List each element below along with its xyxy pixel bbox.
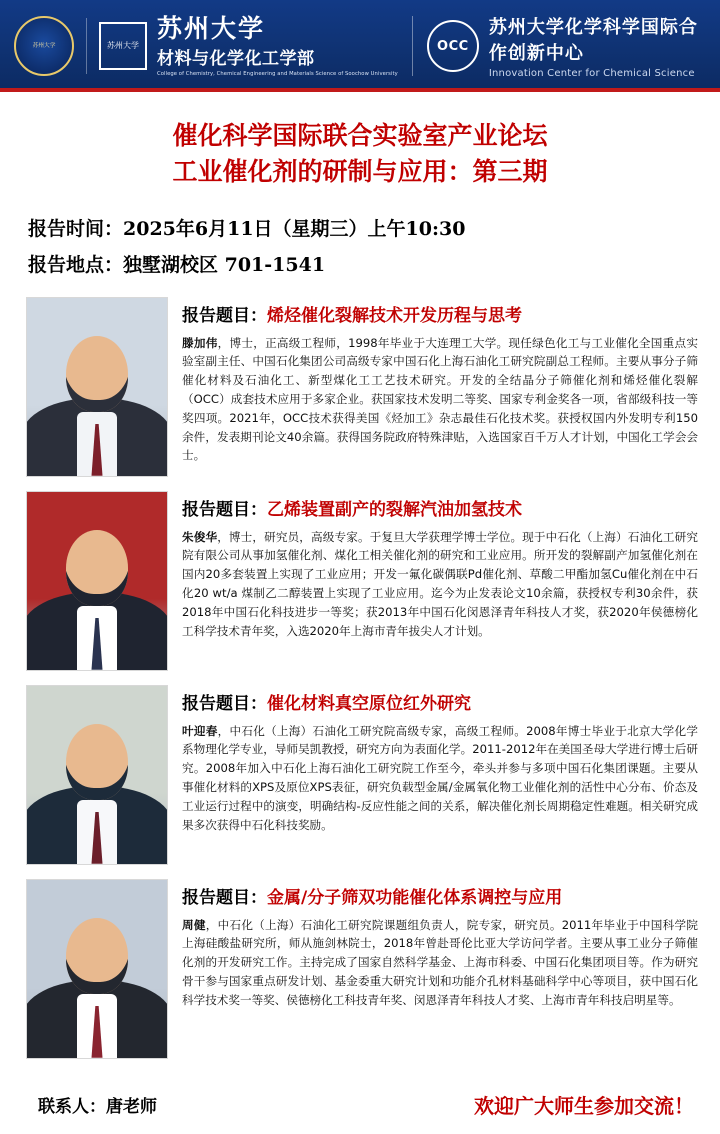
speaker-name: 滕加伟 <box>182 335 218 350</box>
topic-label: 报告题目： <box>182 499 267 520</box>
speaker-entry <box>26 297 698 477</box>
event-info <box>28 211 720 283</box>
contact-person: 联系人：唐老师 <box>38 1096 157 1117</box>
poster-title <box>0 118 720 191</box>
topic-text: 乙烯装置副产的裂解汽油加氢技术 <box>267 499 522 520</box>
speaker-bio-text: ，中石化（上海）石油化工研究院高级专家，高级工程师。2008年博士毕业于北京大学化学系物理化学专业，导师吴凯教授，研究方向为表面化学。2011-2012年在美国圣母大学进行博士后研究。2008年加入中石化上海石油化工研究院工作至今，牵头并参与多项中国石化集团课题。主要从事催化材料的XPS及原位XPS表征，研究负载型金属/金属氧化物工业催化剂的活性中心分布、价态及工业运行过程中的演变，明确结构-反应性能之间的关系，解决催化剂长周期稳定性难题。相关研究成果多次获得中石化科技奖励。 <box>182 723 698 832</box>
speaker-name: 周健 <box>182 917 206 932</box>
speaker-photo <box>26 879 168 1059</box>
speaker-bio <box>182 722 698 835</box>
topic-label: 报告题目： <box>182 887 267 908</box>
speaker-photo <box>26 685 168 865</box>
event-time: 报告时间：2025年6月11日（星期三）上午10:30 <box>28 217 466 240</box>
topic-text: 金属/分子筛双功能催化体系调控与应用 <box>267 887 563 908</box>
header-divider <box>86 18 87 74</box>
speaker-entry <box>26 879 698 1059</box>
topic-label: 报告题目： <box>182 693 267 714</box>
occ-name-en: Innovation Center for Chemical Science <box>488 68 695 79</box>
speaker-topic-heading <box>182 883 698 908</box>
speaker-entry <box>26 685 698 865</box>
header-divider-2 <box>412 16 413 76</box>
poster-title-line-2: 工业催化剂的研制与应用：第三期 <box>172 157 548 187</box>
university-seal-text: 苏州大学 <box>32 42 56 49</box>
speaker-photo <box>26 491 168 671</box>
poster-title-line-1: 催化科学国际联合实验室产业论坛 <box>172 121 548 150</box>
page-header-banner <box>0 0 720 92</box>
department-name-en: College of Chemistry, Chemical Engineering and Materials Science of Soochow University <box>157 71 398 78</box>
poster-footer <box>0 1080 720 1134</box>
speaker-bio <box>182 916 698 1010</box>
university-logo-mark-text: 苏州大学 <box>107 40 139 50</box>
speaker-photo <box>26 297 168 477</box>
speaker-bio-text: ，中石化（上海）石油化工研究院课题组负责人，院专家，研究员。2011年毕业于中国科学院上海硅酸盐研究所，师从施剑林院士，2018年曾赴哥伦比亚大学访问学者。主要从事工业分子筛催化剂的开发研究工作。主持完成了国家自然科学基金、上海市科委、中国石化集团项目等。作为研究骨干参与国家重点研发计划、基金委重大研究计划和功能介孔材料基础科学中心等项目，获中国石化科学技术奖一等奖、侯德榜化工科技青年奖、闵恩泽青年科技人才奖、上海市青年科技启明星等。 <box>182 917 698 1007</box>
university-title-block <box>157 15 398 78</box>
speaker-name: 朱俊华 <box>182 529 218 544</box>
speaker-name: 叶迎春 <box>182 723 218 738</box>
speaker-topic-heading <box>182 495 698 520</box>
speaker-bio <box>182 334 698 465</box>
topic-text: 催化材料真空原位红外研究 <box>267 693 471 714</box>
speaker-bio-text: ，博士，正高级工程师，1998年毕业于大连理工大学。现任绿色化工与工业催化全国重点实验室副主任、中国石化集团公司高级专家中国石化上海石油化工研究院副总工程师。主要从事分子筛催化材料及石油化工、新型煤化工工艺技术研究。开发的全结晶分子筛催化剂和烯烃催化裂解（OCC）成套技术应用于多家企业。获国家技术发明二等奖、国家专利金奖各一项，省部级科技一等奖四项。2021年，OCC技术获得美国《烃加工》杂志最佳石化技术奖。获授权国内外发明专利150余件，发表期刊论文40余篇。获得国务院政府特殊津贴，入选国家百千万人才计划，中国化工学会会士。 <box>182 335 698 463</box>
speaker-entry <box>26 491 698 671</box>
university-seal-icon <box>14 16 74 76</box>
occ-title-block <box>489 13 706 79</box>
topic-label: 报告题目： <box>182 305 267 326</box>
speaker-bio <box>182 528 698 641</box>
speaker-topic-heading <box>182 689 698 714</box>
university-name: 苏州大学 <box>157 13 266 43</box>
occ-name-cn: 苏州大学化学科学国际合作创新中心 <box>488 17 698 64</box>
occ-logo-text: OCC <box>437 38 469 54</box>
speaker-topic-heading <box>182 301 698 326</box>
event-place: 报告地点：独墅湖校区 701-1541 <box>28 253 326 276</box>
topic-text: 烯烃催化裂解技术开发历程与思考 <box>267 305 522 326</box>
speaker-bio-text: ，博士，研究员，高级专家。于复旦大学获理学博士学位。现于中石化（上海）石油化工研究院有限公司从事加氢催化剂、煤化工相关催化剂的研究和工业应用。所开发的裂解副产加氢催化剂在国内20多套装置上实现了工业应用；开发一氟化碳偶联Pd催化剂、草酸二甲酯加氢Cu催化剂在中石化20 wt/a 煤制乙二醇装置上实现了工业应用。迄今为止发表论文10余篇，获授权专利30余件，获2018年中国石化科技进步一等奖；获2013年中国石化闵恩泽青年科技人才奖，获2020年侯德榜化工科学技术青年奖，入选2020年上海市青年拔尖人才计划。 <box>182 529 698 638</box>
university-logo-mark-icon <box>99 22 147 70</box>
welcome-message: 欢迎广大师生参加交流！ <box>474 1093 694 1118</box>
department-name: 材料与化学化工学部 <box>157 49 315 70</box>
occ-logo-icon <box>427 20 479 72</box>
